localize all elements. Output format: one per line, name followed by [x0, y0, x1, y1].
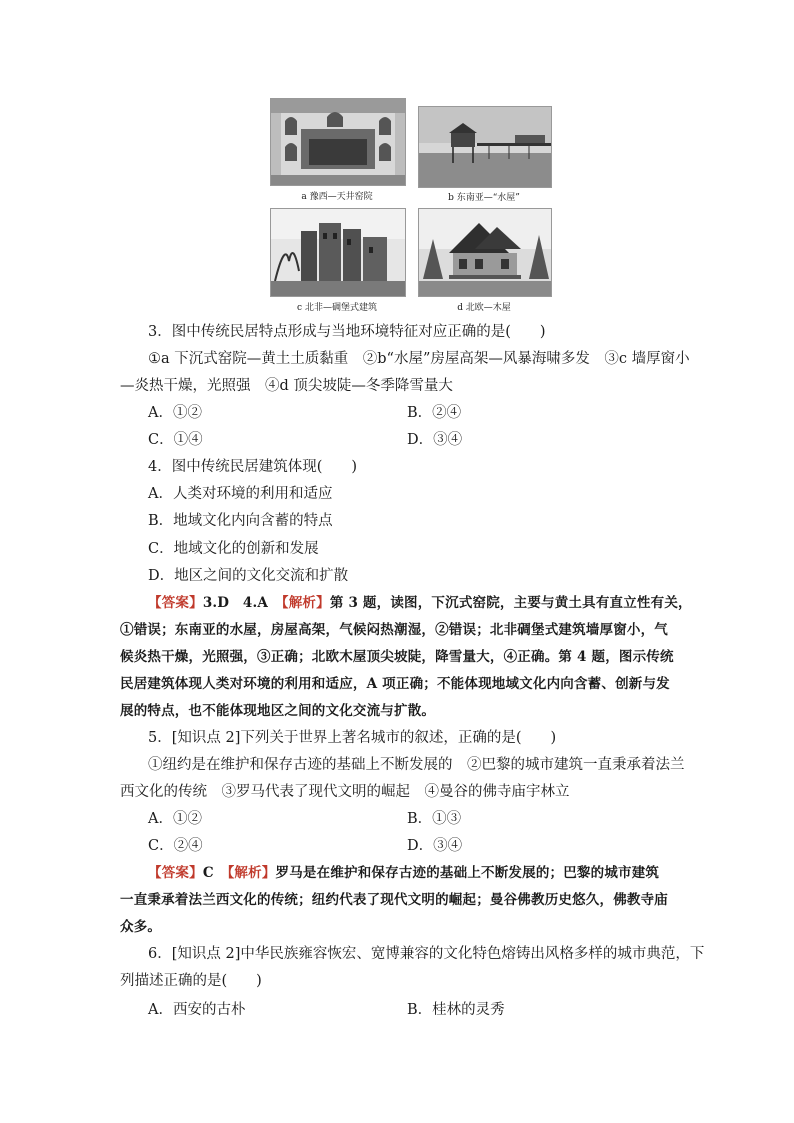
q6-choice-b: B．桂林的灵秀 — [407, 1002, 505, 1018]
q4-stem: 4．图中传统民居建筑体现( ) — [148, 459, 358, 475]
answer5-tag: 【答案】 — [148, 865, 203, 881]
photo-c-fortress — [270, 208, 406, 297]
explain5-text: 罗马是在维护和保存古迹的基础上不断发展的；巴黎的城市建筑 — [275, 865, 660, 881]
answer-value: 3.D 4.A — [202, 595, 282, 611]
answer5-line1 — [148, 863, 659, 883]
photo-a-cave-courtyard — [270, 98, 406, 186]
q3-options-line2: —炎热干燥，光照强 ④d 顶尖坡陡—冬季降雪量大 — [120, 378, 453, 394]
q4-choice-c: C．地域文化的创新和发展 — [148, 541, 319, 557]
explain-text: 第 3 题，读图，下沉式窑院，主要与黄土具有直立性有关， — [329, 595, 692, 611]
q3-choice-d: D．③④ — [407, 432, 463, 448]
q5-choice-a: A．①② — [148, 811, 202, 827]
q5-choice-c: C．②④ — [148, 838, 203, 854]
caption-c: c 北非—碉堡式建筑 — [297, 303, 377, 313]
q6-choice-a: A．西安的古朴 — [148, 1002, 246, 1018]
photo-b-water-house — [418, 106, 552, 188]
q6-stem-line1: 6．[知识点 2]中华民族雍容恢宏、宽博兼容的文化特色熔铸出风格多样的城市典范，下 — [148, 946, 705, 962]
q5-stem: 5．[知识点 2]下列关于世界上著名城市的叙述，正确的是( ) — [148, 730, 557, 746]
q5-options-line2: 西文化的传统 ③罗马代表了现代文明的崛起 ④曼谷的佛寺庙宇林立 — [120, 784, 570, 800]
q4-choice-d: D．地区之间的文化交流和扩散 — [148, 568, 349, 584]
answer34-line3: 候炎热干燥，光照强，③正确；北欧木屋顶尖坡陡，降雪量大，④正确。第 4 题，图示传统 — [120, 649, 674, 665]
q4-choice-b: B．地域文化内向含蓄的特点 — [148, 513, 333, 529]
answer34-line4: 民居建筑体现人类对环境的利用和适应，A 项正确；不能体现地域文化内向含蓄、创新与发 — [120, 676, 670, 692]
answer5-line2: 一直秉承着法兰西文化的传统；纽约代表了现代文明的崛起；曼谷佛教历史悠久，佛教寺庙 — [120, 892, 668, 908]
q5-options-line1: ①纽约是在维护和保存古迹的基础上不断发展的 ②巴黎的城市建筑一直秉承着法兰 — [148, 757, 685, 773]
q5-choice-d: D．③④ — [407, 838, 463, 854]
q3-options-line1: ①a 下沉式窑院—黄土土质黏重 ②b“水屋”房屋高架—风暴海啸多发 ③c 墙厚窗小 — [148, 351, 690, 367]
q3-choice-b: B．②④ — [407, 405, 462, 421]
caption-d: d 北欧—木屋 — [457, 303, 511, 313]
photo-d-wooden-house — [418, 208, 552, 297]
answer34-line1 — [148, 593, 692, 613]
q3-choice-c: C．①④ — [148, 432, 203, 448]
q4-choice-a: A．人类对环境的利用和适应 — [148, 486, 333, 502]
answer-tag: 【答案】 — [148, 595, 203, 611]
caption-b: b 东南亚—“水屋” — [448, 193, 520, 203]
answer5-value: C — [202, 865, 228, 881]
q3-choice-a: A．①② — [148, 405, 202, 421]
q5-choice-b: B．①③ — [407, 811, 462, 827]
answer34-line5: 展的特点，也不能体现地区之间的文化交流与扩散。 — [120, 703, 436, 719]
q3-stem: 3．图中传统民居特点形成与当地环境特征对应正确的是( ) — [148, 324, 546, 340]
q6-stem-line2: 列描述正确的是( ) — [120, 973, 262, 989]
caption-a: a 豫西—天井窑院 — [301, 192, 373, 202]
explain5-tag: 【解析】 — [227, 865, 276, 881]
answer5-line3: 众多。 — [120, 919, 162, 935]
explain-tag: 【解析】 — [281, 595, 330, 611]
answer34-line2: ①错误；东南亚的水屋，房屋高架，气候闷热潮湿，②错误；北非碉堡式建筑墙厚窗小，气 — [120, 622, 668, 638]
